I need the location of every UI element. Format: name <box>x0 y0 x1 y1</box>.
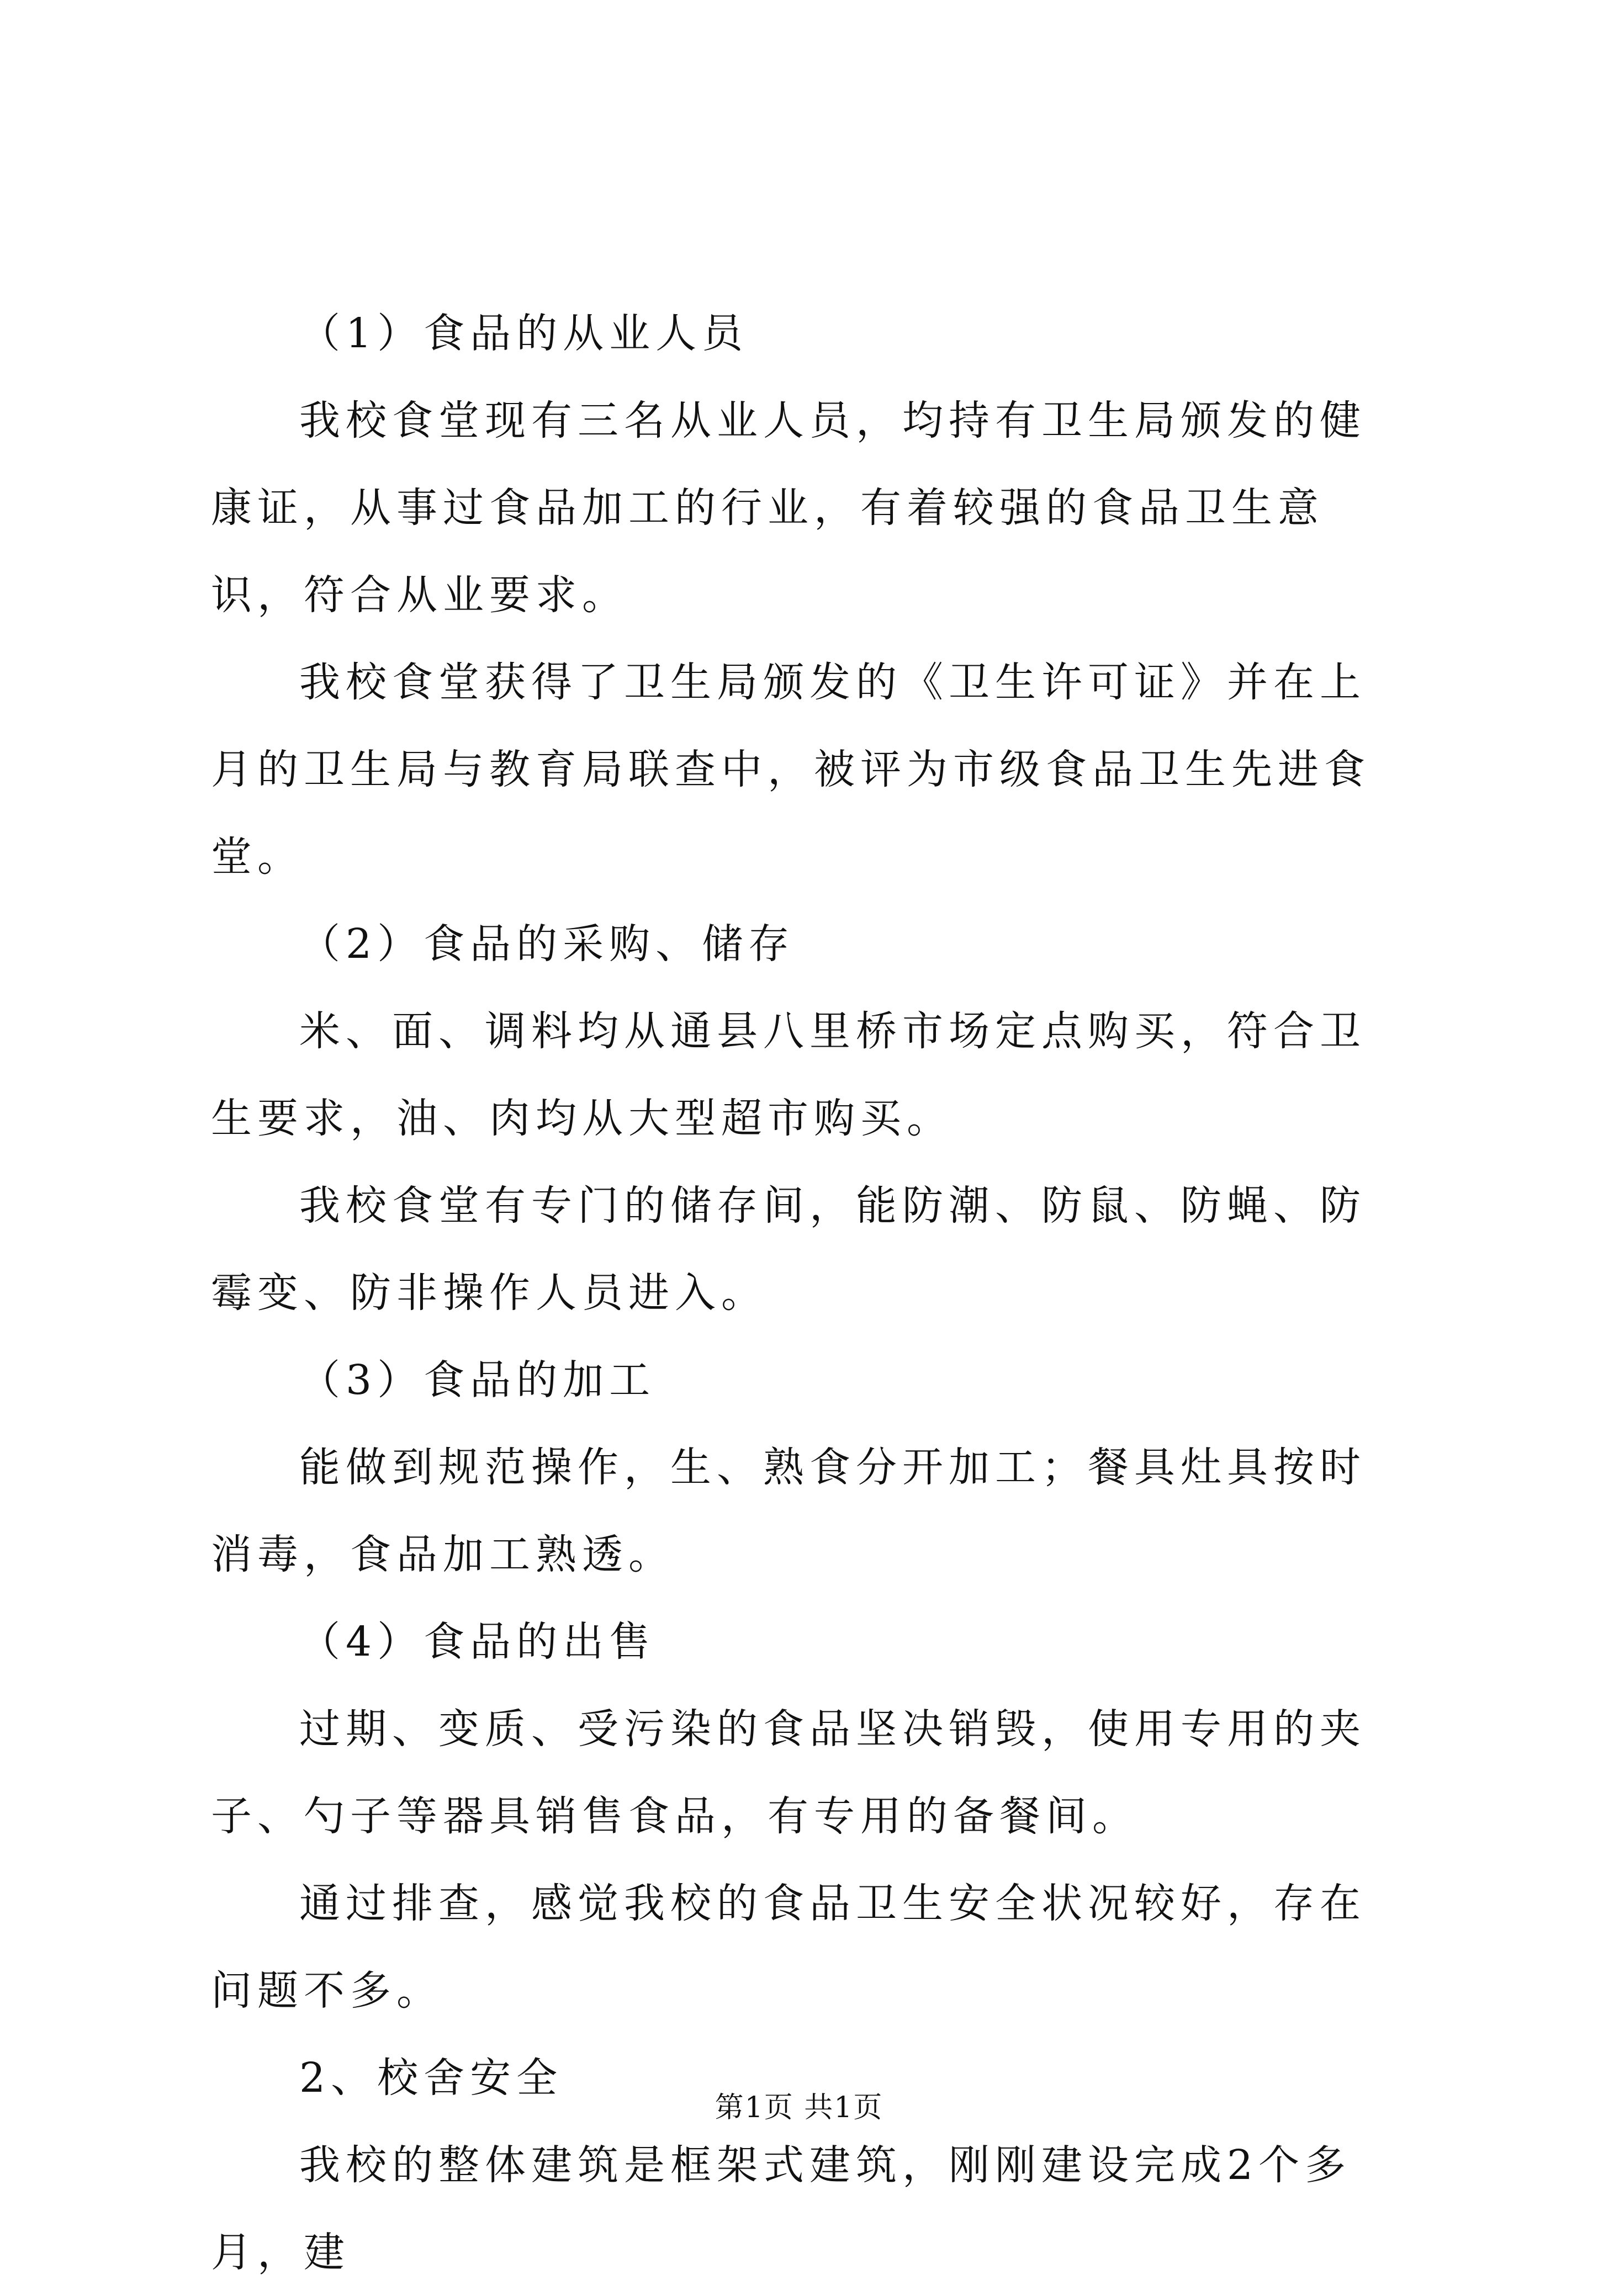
document-body <box>211 290 1398 2296</box>
paragraph-inspection-summary: 通过排查，感觉我校的食品卫生安全状况较好，存在问题不多。 <box>211 1880 1366 2014</box>
section-heading-food-sales: （4）食品的出售 <box>299 1618 656 1666</box>
paragraph-sales: 过期、变质、受污染的食品坚决销毁，使用专用的夹子、勺子等器具销售食品，有专用的备餐间。 <box>211 1705 1366 1840</box>
paragraph-building-structure: 我校的整体建筑是框架式建筑，刚刚建设完成2个多月，建 <box>211 2141 1352 2276</box>
paragraph-processing: 能做到规范操作，生、熟食分开加工；餐具灶具按时消毒，食品加工熟透。 <box>211 1444 1366 1578</box>
section-heading-food-processing: （3）食品的加工 <box>299 1356 656 1404</box>
paragraph-storage-room: 我校食堂有专门的储存间，能防潮、防鼠、防蝇、防霉变、防非操作人员进入。 <box>211 1182 1366 1317</box>
page-number-footer: 第1页 共1页 <box>715 2091 883 2124</box>
paragraph-staff-health-certificates: 我校食堂现有三名从业人员，均持有卫生局颁发的健康证，从事过食品加工的行业，有着较强的食品卫生意识，符合从业要求。 <box>211 397 1366 619</box>
section-heading-building-safety: 2、校舍安全 <box>299 2054 563 2102</box>
paragraph-procurement: 米、面、调料均从通县八里桥市场定点购买，符合卫生要求，油、肉均从大型超市购买。 <box>211 1008 1366 1142</box>
section-heading-food-staff: （1）食品的从业人员 <box>299 310 749 357</box>
paragraph-hygiene-license: 我校食堂获得了卫生局颁发的《卫生许可证》并在上月的卫生局与教育局联查中，被评为市级食品卫生先进食堂。 <box>211 659 1371 881</box>
section-heading-procurement-storage: （2）食品的采购、储存 <box>299 920 795 968</box>
